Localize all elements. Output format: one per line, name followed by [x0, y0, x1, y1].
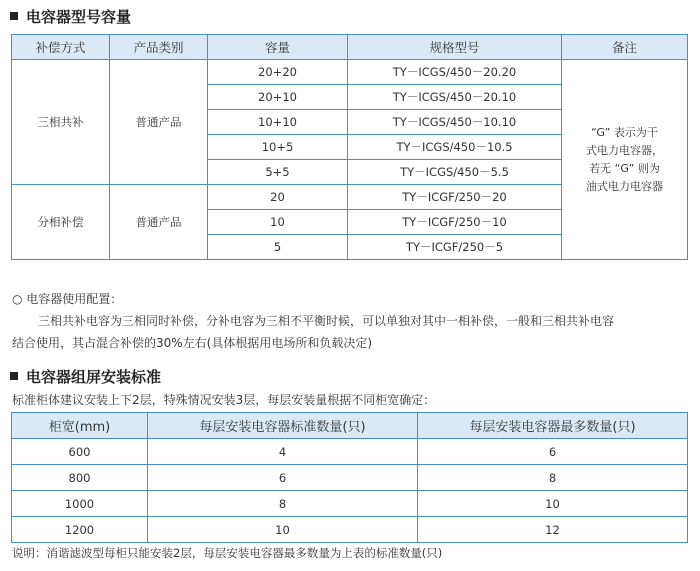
table-row [12, 60, 688, 85]
install-intro: 标准柜体建议安装上下2层，特殊情况安装3层，每层安装量根据不同柜宽确定： [12, 393, 436, 407]
table-header-row [12, 413, 688, 439]
cell-model: TY－ICGS/450－5.5 [348, 160, 562, 185]
header-product-category: 产品类别 [110, 35, 208, 60]
cell-capacity: 10+5 [208, 135, 348, 160]
header-capacity: 容量 [208, 35, 348, 60]
header-cabinet-width: 柜宽(mm) [12, 413, 148, 439]
cell-capacity: 5 [208, 235, 348, 260]
cell-capacity: 5+5 [208, 160, 348, 185]
cell-model: TY－ICGF/250－5 [348, 235, 562, 260]
cell-standard: 8 [148, 491, 418, 517]
header-max-qty: 每层安装电容器最多数量(只) [418, 413, 688, 439]
footnote: 说明：消谐滤波型每柜只能安装2层，每层安装电容器最多数量为上表的标准数量(只) [12, 546, 443, 560]
cell-capacity: 20 [208, 185, 348, 210]
cell-standard: 10 [148, 517, 418, 543]
remark-line: 式电力电容器， [586, 143, 663, 157]
cell-mode-split-phase: 分相补偿 [12, 185, 110, 260]
cell-max: 6 [418, 439, 688, 465]
cell-max: 10 [418, 491, 688, 517]
cell-remarks [562, 60, 688, 260]
cell-model: TY－ICGF/250－10 [348, 210, 562, 235]
install-standard-table [11, 412, 688, 543]
table-row [12, 465, 688, 491]
cell-standard: 4 [148, 439, 418, 465]
cell-model: TY－ICGS/450－10.5 [348, 135, 562, 160]
section-title-capacitor-models [10, 6, 131, 26]
cell-model: TY－ICGS/450－10.10 [348, 110, 562, 135]
header-compensation-mode: 补偿方式 [12, 35, 110, 60]
cell-width: 800 [12, 465, 148, 491]
cell-max: 12 [418, 517, 688, 543]
header-model: 规格型号 [348, 35, 562, 60]
cell-capacity: 20+10 [208, 85, 348, 110]
cell-capacity: 20+20 [208, 60, 348, 85]
usage-line-2: 结合使用，其占混合补偿的30%左右(具体根据用电场所和负载决定) [12, 336, 373, 350]
square-bullet-icon [10, 372, 18, 380]
cell-model: TY－ICGS/450－20.10 [348, 85, 562, 110]
section-title-text: 电容器组屏安装标准 [26, 367, 162, 386]
cell-model: TY－ICGS/450－20.20 [348, 60, 562, 85]
cell-width: 600 [12, 439, 148, 465]
remark-line: 油式电力电容器 [586, 179, 663, 193]
table-row [12, 439, 688, 465]
usage-line-1: 三相共补电容为三相同时补偿，分补电容为三相不平衡时候，可以单独对其中一相补偿，一般和三相共补电容 [38, 314, 615, 328]
capacitor-model-table [11, 34, 688, 260]
cell-category: 普通产品 [110, 185, 208, 260]
square-bullet-icon [10, 12, 18, 20]
cell-width: 1000 [12, 491, 148, 517]
cell-mode-three-phase: 三相共补 [12, 60, 110, 185]
cell-model: TY－ICGF/250－20 [348, 185, 562, 210]
remark-line: “G” 表示为干 [591, 125, 658, 139]
cell-width: 1200 [12, 517, 148, 543]
cell-standard: 6 [148, 465, 418, 491]
cell-max: 8 [418, 465, 688, 491]
table-row [12, 491, 688, 517]
cell-category: 普通产品 [110, 60, 208, 185]
table-row [12, 517, 688, 543]
section-title-install-standard [10, 366, 161, 386]
remark-line: 若无 “G” 则为 [589, 161, 660, 175]
cell-capacity: 10 [208, 210, 348, 235]
header-standard-qty: 每层安装电容器标准数量(只) [148, 413, 418, 439]
header-remarks: 备注 [562, 35, 688, 60]
usage-heading: ○ 电容器使用配置： [12, 292, 123, 306]
table-header-row [12, 35, 688, 60]
cell-capacity: 10+10 [208, 110, 348, 135]
section-title-text: 电容器型号容量 [26, 7, 132, 26]
